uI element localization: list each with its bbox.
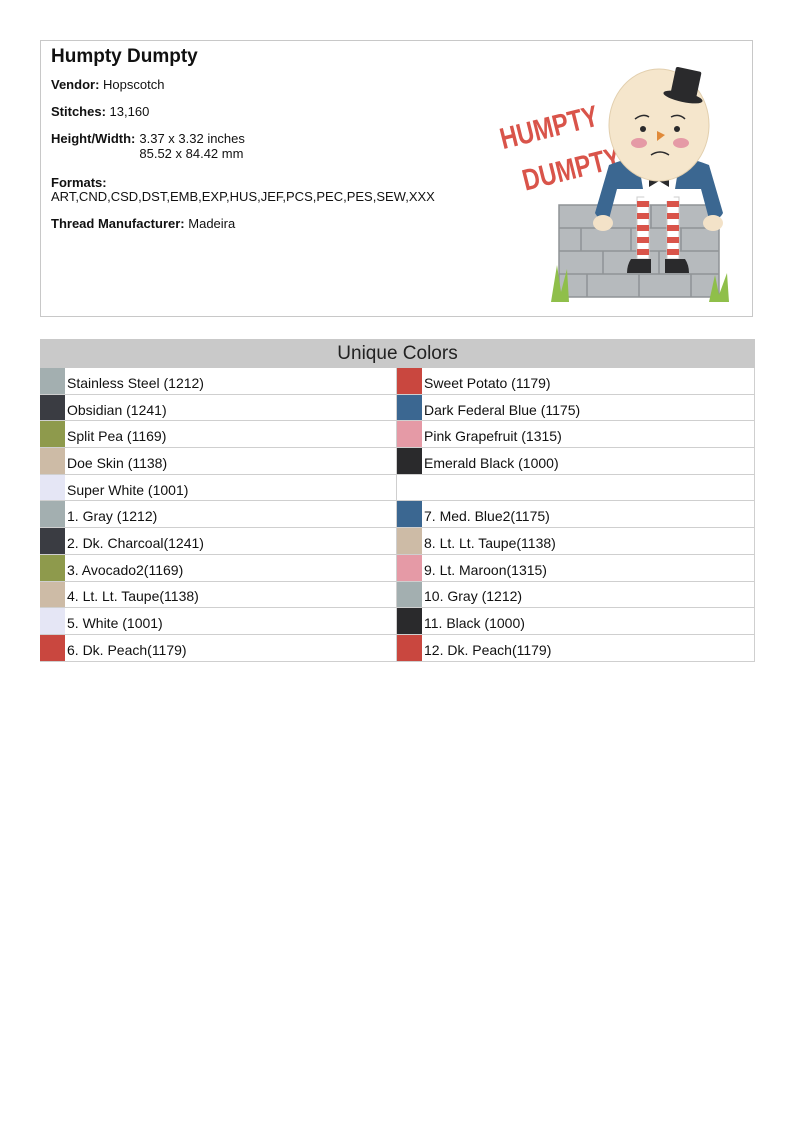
color-swatch: [40, 448, 65, 474]
formats-value: ART,CND,CSD,DST,EMB,EXP,HUS,JEF,PCS,PEC,PES,SEW,XXX: [51, 189, 435, 204]
unique-colors-header: Unique Colors: [40, 339, 755, 368]
color-swatch: [40, 608, 65, 634]
artwork-text-line1: HUMPTY: [496, 93, 628, 157]
color-swatch: [40, 635, 65, 661]
color-entry: [397, 608, 755, 635]
thread-field: [51, 216, 491, 231]
color-swatch: [397, 582, 422, 608]
color-name: 6. Dk. Peach(1179): [67, 641, 187, 658]
color-name: Stainless Steel (1212): [67, 374, 204, 391]
color-entry: [40, 528, 397, 555]
vendor-value: Hopscotch: [103, 77, 165, 92]
color-swatch: [397, 395, 422, 421]
color-swatch: [397, 528, 422, 554]
color-name: Obsidian (1241): [67, 401, 167, 418]
color-swatch: [397, 368, 422, 394]
vendor-label: Vendor:: [51, 77, 100, 92]
color-entry: [40, 555, 397, 582]
color-swatch: [40, 368, 65, 394]
design-info-card: [40, 40, 753, 317]
color-swatch: [40, 528, 65, 554]
color-name: 7. Med. Blue2(1175): [424, 508, 550, 525]
color-swatch: [397, 501, 422, 527]
color-name: 1. Gray (1212): [67, 508, 158, 525]
color-swatch: [397, 635, 422, 661]
color-entry: [40, 395, 397, 422]
color-entry: [40, 608, 397, 635]
color-name: Split Pea (1169): [67, 428, 167, 445]
color-entry: [397, 395, 755, 422]
color-entry: [40, 501, 397, 528]
color-swatch: [40, 555, 65, 581]
color-entry: [40, 448, 397, 475]
formats-field: [51, 175, 491, 204]
color-swatch: [397, 608, 422, 634]
color-name: 3. Avocado2(1169): [67, 561, 184, 578]
color-swatch: [397, 555, 422, 581]
stitches-label: Stitches:: [51, 104, 106, 119]
color-name: 2. Dk. Charcoal(1241): [67, 534, 204, 551]
stitches-field: [51, 104, 491, 119]
thread-label: Thread Manufacturer:: [51, 216, 185, 231]
color-name: 11. Black (1000): [424, 615, 525, 632]
color-name: Pink Grapefruit (1315): [424, 428, 562, 445]
height-width-inches: 3.37 x 3.32 inches: [139, 131, 245, 146]
color-swatch: [40, 501, 65, 527]
color-name: Super White (1001): [67, 481, 189, 498]
color-entry: [40, 582, 397, 609]
color-entry: [397, 448, 755, 475]
stitches-value: 13,160: [109, 104, 150, 119]
color-name: Sweet Potato (1179): [424, 374, 551, 391]
thread-value: Madeira: [188, 216, 236, 231]
color-swatch: [40, 395, 65, 421]
color-name: Doe Skin (1138): [67, 454, 168, 471]
color-entry: [397, 528, 755, 555]
color-entry: [40, 475, 397, 502]
color-entry: [397, 421, 755, 448]
color-name: 8. Lt. Lt. Taupe(1138): [424, 534, 556, 551]
color-entry: [40, 368, 397, 395]
humpty-dumpty-artwork: [491, 47, 751, 311]
unique-colors-table: [40, 339, 755, 662]
design-details: [51, 46, 491, 243]
color-entry: [397, 501, 755, 528]
color-entry: [40, 421, 397, 448]
artwork-text-line2: DUMPTY: [519, 134, 650, 198]
color-entry: [397, 635, 755, 662]
color-name: 4. Lt. Lt. Taupe(1138): [67, 588, 199, 605]
color-entry: [397, 555, 755, 582]
color-name: 10. Gray (1212): [424, 588, 523, 605]
color-entry: [397, 582, 755, 609]
color-entry: [397, 368, 755, 395]
color-name: Dark Federal Blue (1175): [424, 401, 581, 418]
color-swatch: [40, 475, 65, 501]
color-name: 9. Lt. Maroon(1315): [424, 561, 547, 578]
height-width-mm: 85.52 x 84.42 mm: [139, 146, 244, 161]
color-swatch: [40, 421, 65, 447]
design-title: Humpty Dumpty: [51, 46, 198, 67]
formats-label: Formats:: [51, 175, 107, 190]
empty-color-cell: [397, 475, 755, 502]
color-name: 12. Dk. Peach(1179): [424, 641, 552, 658]
color-swatch: [40, 582, 65, 608]
vendor-field: [51, 77, 491, 92]
color-name: 5. White (1001): [67, 615, 163, 632]
color-swatch: [397, 448, 422, 474]
color-grid: [40, 368, 755, 662]
height-width-field: [51, 131, 491, 161]
height-width-label: Height/Width:: [51, 131, 136, 146]
color-swatch: [397, 421, 422, 447]
color-name: Emerald Black (1000): [424, 454, 559, 471]
color-entry: [40, 635, 397, 662]
